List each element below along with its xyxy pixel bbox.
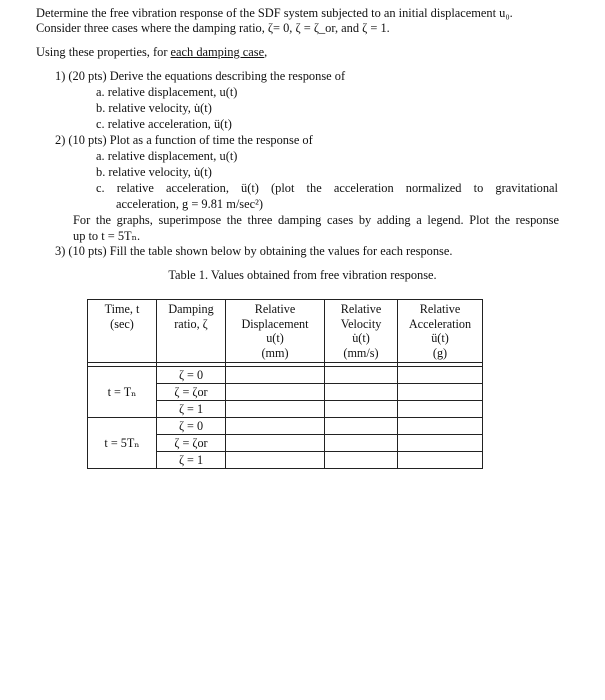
velocity-cell[interactable]	[325, 401, 398, 418]
time-cell: t = 5Tₙ	[88, 418, 157, 469]
header-velocity-line-4: (mm/s)	[343, 345, 379, 360]
header-acceleration-line-2: Acceleration	[408, 316, 472, 331]
velocity-cell[interactable]	[325, 418, 398, 435]
q2-item-c-line-2: acceleration, g = 9.81 m/sec²)	[116, 197, 263, 211]
intro-line-2: Consider three cases where the damping ratio, ζ= 0, ζ = ζ_or, and ζ = 1.	[36, 21, 390, 35]
damping-cell: ζ = ζor	[157, 435, 226, 452]
header-acceleration-line-4: (g)	[432, 345, 448, 360]
header-displacement-line-2: Displacement	[241, 316, 309, 331]
q2-note-line-1: For the graphs, superimpose the three damping cases by adding a legend. Plot the response	[73, 213, 559, 227]
q1-item-b: b. relative velocity, u̇(t)	[96, 101, 212, 115]
header-displacement-line-4: (mm)	[261, 345, 289, 360]
header-damping	[157, 300, 226, 363]
q1-heading: 1) (20 pts) Derive the equations describing the response of	[55, 69, 346, 83]
q3-heading: 3) (10 pts) Fill the table shown below by obtaining the values for each response.	[55, 244, 453, 258]
header-damping-line-1: Damping	[168, 302, 214, 316]
damping-cell: ζ = 0	[157, 418, 226, 435]
damping-cell: ζ = 0	[157, 367, 226, 384]
acceleration-cell[interactable]	[398, 435, 483, 452]
header-acceleration-line-3: ü(t)	[431, 331, 449, 345]
damping-cell: ζ = 1	[157, 452, 226, 469]
header-time-line-2: (sec)	[110, 316, 134, 331]
header-velocity-line-3: u̇(t)	[352, 331, 370, 345]
intro-line-3-pre: Using these properties, for	[36, 45, 171, 59]
displacement-cell[interactable]	[226, 418, 325, 435]
acceleration-cell[interactable]	[398, 418, 483, 435]
acceleration-cell[interactable]	[398, 401, 483, 418]
time-cell: t = Tₙ	[88, 367, 157, 418]
acceleration-cell[interactable]	[398, 367, 483, 384]
table-row	[88, 367, 483, 384]
displacement-cell[interactable]	[226, 367, 325, 384]
header-acceleration	[398, 300, 483, 363]
q1-item-c: c. relative acceleration, ü(t)	[96, 117, 232, 131]
header-displacement-line-3: u(t)	[266, 331, 284, 345]
intro-line-3-underlined: each damping case	[170, 45, 265, 59]
displacement-cell[interactable]	[226, 435, 325, 452]
intro-line-3	[36, 45, 267, 61]
results-table	[87, 299, 483, 469]
table-header-row	[88, 300, 483, 363]
header-velocity-line-1: Relative	[340, 302, 382, 316]
q2-item-c-line-1: c. relative acceleration, ü(t) (plot the acceleration normalized to gravitational	[96, 181, 558, 195]
header-velocity	[325, 300, 398, 363]
header-damping-line-2: ratio, ζ	[174, 316, 208, 331]
q2-heading: 2) (10 pts) Plot as a function of time the response of	[55, 133, 313, 147]
table-caption: Table 1. Values obtained from free vibration response.	[168, 268, 437, 282]
header-time-line-1: Time, t	[104, 302, 140, 316]
damping-cell: ζ = 1	[157, 401, 226, 418]
header-acceleration-line-1: Relative	[419, 302, 461, 316]
velocity-cell[interactable]	[325, 384, 398, 401]
acceleration-cell[interactable]	[398, 452, 483, 469]
velocity-cell[interactable]	[325, 435, 398, 452]
velocity-cell[interactable]	[325, 452, 398, 469]
damping-cell: ζ = ζor	[157, 384, 226, 401]
header-displacement	[226, 300, 325, 363]
header-velocity-line-2: Velocity	[340, 316, 382, 331]
q2-note-line-2: up to t = 5Tₙ.	[73, 229, 141, 243]
velocity-cell[interactable]	[325, 367, 398, 384]
q1-item-a: a. relative displacement, u(t)	[96, 85, 238, 99]
q2-item-a: a. relative displacement, u(t)	[96, 149, 238, 163]
acceleration-cell[interactable]	[398, 384, 483, 401]
displacement-cell[interactable]	[226, 384, 325, 401]
displacement-cell[interactable]	[226, 401, 325, 418]
header-time	[88, 300, 157, 363]
table-row	[88, 418, 483, 435]
header-displacement-line-1: Relative	[254, 302, 296, 316]
intro-line-1: Determine the free vibration response of the SDF system subjected to an initial displacement u₀.	[36, 6, 513, 20]
displacement-cell[interactable]	[226, 452, 325, 469]
q2-item-b: b. relative velocity, u̇(t)	[96, 165, 212, 179]
intro-line-3-post: ,	[264, 45, 268, 59]
